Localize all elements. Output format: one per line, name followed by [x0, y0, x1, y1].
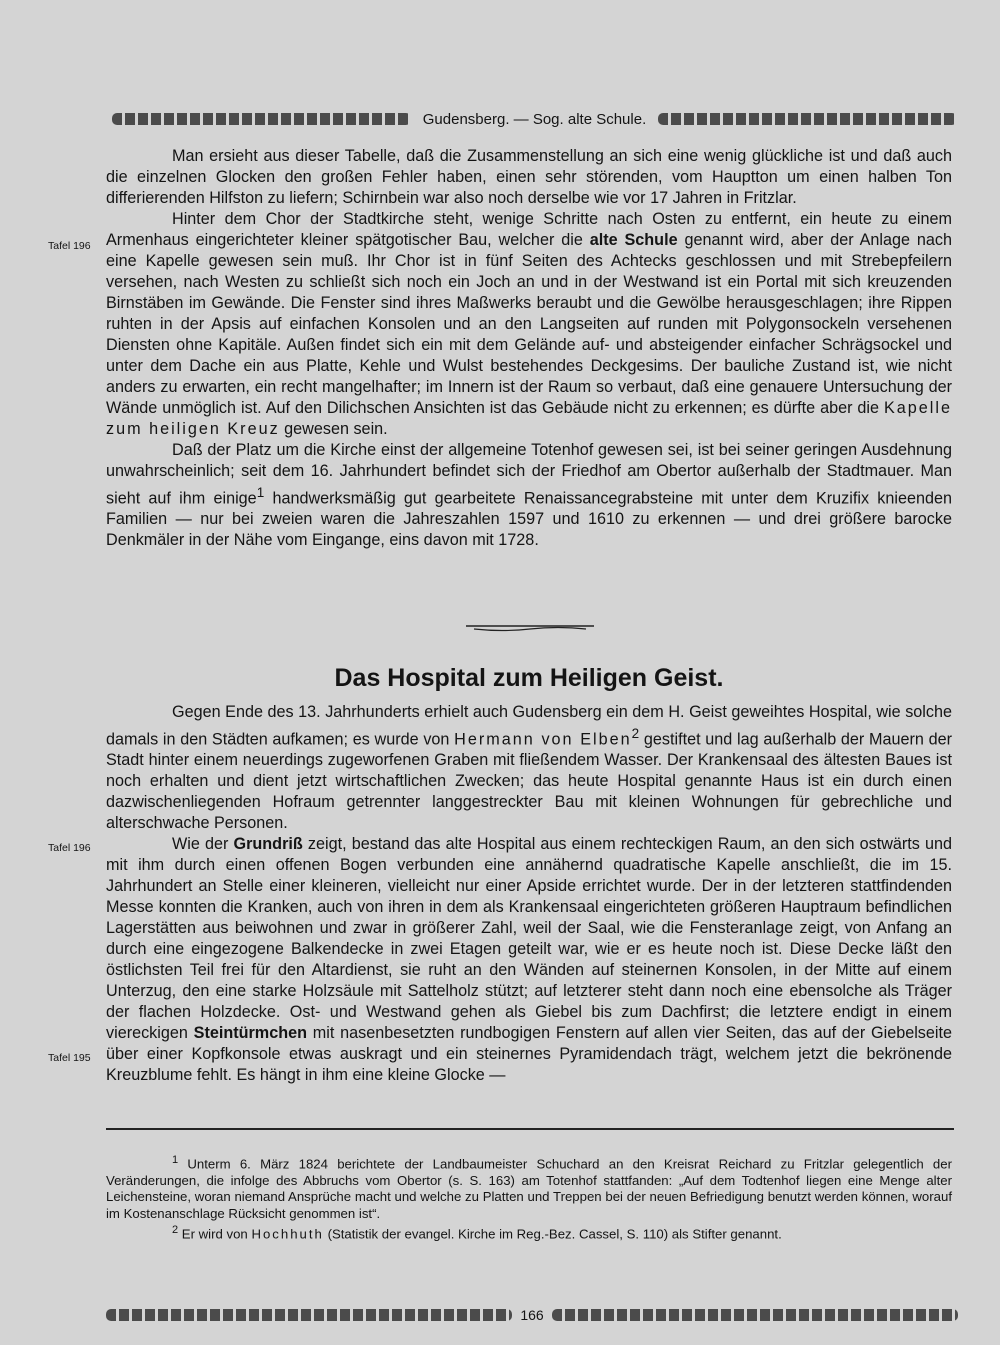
section-title: Das Hospital zum Heiligen Geist.	[334, 664, 724, 692]
footnote-ref: 1	[256, 485, 265, 500]
paragraph-text: Man ersieht aus dieser Tabelle, daß die Zusammenstellung an sich eine wenig glückliche ist und daß auch die einzelnen Glocken den großen Fehler haben, einen sehr störenden, vom Hauptton um einen halben Ton differierenden Hilfston zu liefern; Schirnbein war also noch derselbe wie vor 17 Jahren in Fritzlar.	[106, 147, 952, 207]
paragraph-text: zeigt, bestand das alte Hospital aus einem rechteckigen Raum, an den sich ostwärts und mit ihm durch einen offenen Bogen verbunden eine annähernd quadratische Kapelle anschließt, die im 15. Jahrhundert an Stelle einer kleineren, vielleicht nur einer Apside errichtet wurde. Der in der letzteren stattfindenden Messe konnten die Kranken, auch von ihren in dem als Krankensaal eingerichteten größeren Hauptraum befindlichen Lagerstätten aus beiwohnen und zwar in größerer Zahl, weil der Saal, wie die Fensteranlage zeigt, von Anfang an durch eine eingezogene Balkendecke in zwei Etagen geteilt war, wie er es heute noch ist. Diese Decke läßt den östlichsten Teil frei für den Altardienst, sie ruht an den Wänden auf steinernen Konsolen, in der Mitte auf einem Unterzug, den eine starke Holzsäule mit Sattelholz stützt; auf letzterer steht dann noch eine ebensolche als Träger der flachen Holzdecke. Ost- und Westwand gehen als Giebel bis zum Dachfirst; die letztere endigt in einem viereckigen	[106, 835, 953, 1043]
footnote-text: Er wird von	[181, 1226, 248, 1242]
paragraph-text: Daß der Platz um die Kirche einst der allgemeine Totenhof gewesen sei, ist bei seiner geringen Ausdehnung unwahrscheinlich; seit dem 16. Jahrhundert befindet sich der Friedhof am Obertor außerhalb der Stadtmauer. Man sieht auf ihm einige	[106, 441, 952, 508]
spaced-term: Kapelle zum heiligen Kreuz	[106, 399, 952, 438]
section-alte-schule	[106, 146, 952, 551]
paragraph	[106, 834, 952, 1086]
footnote-ref: 2	[631, 726, 640, 741]
running-header	[112, 104, 957, 134]
section-hospital	[106, 702, 952, 1086]
ornament-band-left	[112, 113, 411, 125]
bold-term: Grundriß	[233, 835, 303, 854]
spaced-term: Hochhuth	[251, 1226, 324, 1242]
footnote-number: 2	[172, 1224, 179, 1237]
footnote-1	[106, 1152, 952, 1222]
footnote-text: (Statistik der evangel. Kirche im Reg.-Bez. Cassel, S. 110) als Stifter genannt.	[327, 1226, 782, 1242]
footnotes	[106, 1152, 952, 1243]
paragraph	[106, 146, 952, 209]
bold-term: Steintürmchen	[193, 1024, 307, 1043]
footnote-text: Unterm 6. März 1824 berichtete der Landbaumeister Schuchard an den Kreisrat Reichard zu Fritzlar gelegentlich der Veränderungen, die infolge des Abbruchs vom Obertor (s. S. 163) am Totenhof stattfanden: „Auf dem Todtenhof liegen eine Menge alter Leichensteine, woran niemand Ansprüche macht und welche zu Platten und Treppen bei der neuen Befriedigung benutzt werden können, worauf im Kostenanschlage Rücksicht genommen ist“.	[106, 1156, 952, 1221]
ornament-band-left	[106, 1309, 512, 1321]
paragraph-text: Wie der	[172, 835, 229, 854]
ornament-band-right	[658, 113, 957, 125]
paragraph	[106, 209, 952, 440]
bold-term: alte Schule	[589, 231, 678, 249]
footnote-rule	[106, 1128, 954, 1130]
section-divider	[466, 624, 594, 632]
paragraph-text: gestiftet und lag außerhalb der Mauern der Stadt hinter einem neuerdings zugeworfenen Graben mit fließendem Wasser. Der Krankensaal des ältesten Baues ist noch erhalten und dient jetzt wirtschaftlichen Zwecken; das heute Hospital genannte Haus ist ein durch einen dazwischenliegenden Hofraum getrennter langgestreckter Bau mit kleinen Wohnungen für gebrechliche und alterschwache Personen.	[106, 730, 953, 833]
paragraph-text: handwerksmäßig gut gearbeitete Renaissancegrabsteine mit unter dem Kruzifix knieenden Familien — nur bei zweien waren die Jahreszahlen 1597 und 1610 zu erkennen — und drei größere barocke Denkmäler in der Nähe vom Eingange, eins davon mit 1728.	[106, 489, 952, 550]
page-number: 166	[520, 1307, 544, 1323]
margin-note-tafel: Tafel 196	[48, 240, 91, 252]
margin-note-tafel: Tafel 196	[48, 842, 91, 854]
running-footer	[106, 1302, 958, 1328]
paragraph	[106, 440, 952, 551]
ornament-band-right	[552, 1309, 958, 1321]
paragraph-text: Hinter dem Chor der Stadtkirche steht, wenige Schritte nach Osten zu entfernt, ein heute zu einem Armenhaus eingerichteter kleiner spätgotischer Bau, welcher die	[106, 210, 952, 249]
paragraph	[106, 702, 952, 834]
margin-note-tafel: Tafel 195	[48, 1052, 91, 1064]
paragraph-text: genannt wird, aber der Anlage nach eine Kapelle gewesen sein muß. Ihr Chor ist in fünf Seiten des Achtecks geschlossen und mit Strebepfeilern versehen, nach Westen zu schließt sich noch ein Joch an und in der Westwand ist ein Portal mit sich kreuzenden Birnstäben im Gewände. Die Fenster sind ihres Maßwerks beraubt und die Gewölbe herausgeschlagen; ihre Rippen ruhten in der Apsis auf einfachen Konsolen und an den Langseiten auf runden mit Polygonsockeln versehenen Diensten ohne Kapitäle. Außen findet sich ein mit dem Gelände auf- und absteigender einfacher Schrägsockel und unter dem Dache ein aus Platte, Kehle und Wulst bestehendes Deckgesims. Der bauliche Zustand ist, wie nicht anders zu erwarten, ein recht mangelhafter; im Innern ist der Raum so verbaut, daß eine genauere Untersuchung der Wände unmöglich ist. Auf den Dilichschen Ansichten ist das Gebäude nicht zu erkennen; es dürfte aber die	[106, 231, 952, 417]
footnote-2	[106, 1222, 952, 1243]
spaced-term: Hermann von Elben	[454, 730, 632, 749]
paragraph-text: mit nasenbesetzten rundbogigen Fenstern auf allen vier Seiten, das auf der Giebelseite über einer Kopfkonsole etwas auskragt und ein steinernes Pyramidendach trägt, welchem jetzt die bekrönende Kreuzblume fehlt. Es hängt in ihm eine kleine Glocke —	[106, 1024, 953, 1085]
header-title: Gudensberg. — Sog. alte Schule.	[422, 110, 647, 128]
paragraph-text: Gegen Ende des 13. Jahrhunderts erhielt auch Gudensberg ein dem H. Geist geweihtes Hospital, wie solche damals in den Städten aufkamen; es wurde von	[106, 703, 952, 749]
footnote-number: 1	[172, 1154, 179, 1166]
paragraph-text: gewesen sein.	[284, 420, 388, 438]
